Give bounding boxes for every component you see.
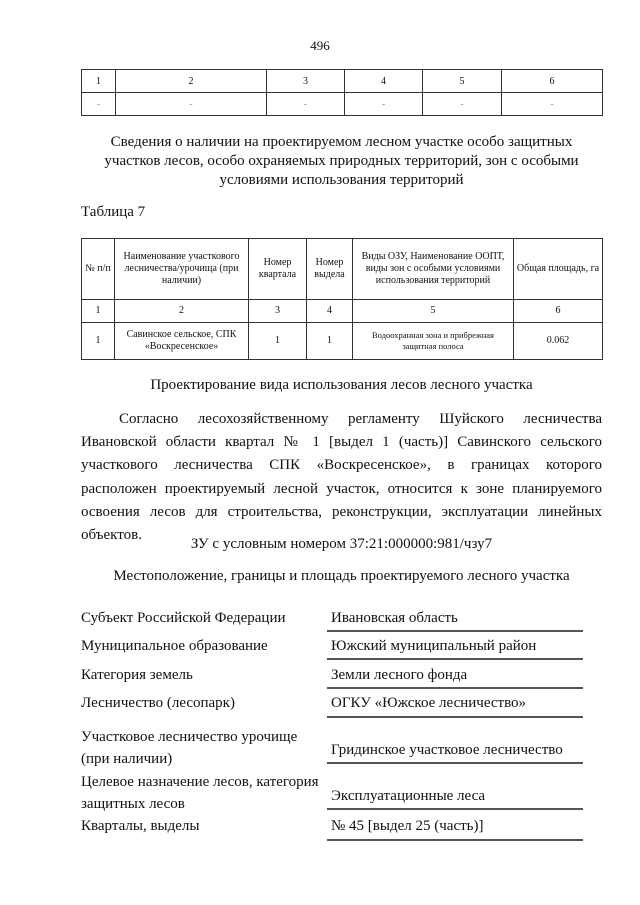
column-header: Наименование участкового лесничества/урочища (при наличии) (115, 239, 249, 300)
table-cell: - (82, 93, 116, 116)
table-cell: Водоохранная зона и прибрежная защитная полоса (353, 323, 514, 360)
field-label-municipality: Муниципальное образование (81, 638, 268, 654)
table-header-row (82, 239, 603, 300)
table-cell: - (345, 93, 423, 116)
column-number: 5 (423, 70, 502, 93)
table-header-row (82, 70, 603, 93)
page-number: 496 (310, 38, 330, 53)
field-value-federal-subject: Ивановская область (327, 607, 583, 632)
column-header: Виды ОЗУ, Наименование ООПТ, виды зон с особыми условиями использования территорий (353, 239, 514, 300)
forest-use-paragraph: Согласно лесохозяйственному регламенту Шуйского лесничества Ивановской области квартал № 1 [выдел 1 (часть)] Савинского сельского участкового лесничества СПК «Воскресенское», в границах которого расположен проектируемый лесной участок, относится к зоне планируемого освоения лесов для строительства, реконструкции, эксплуатации линейных объектов. (81, 411, 602, 544)
field-label-forestry: Лесничество (лесопарк) (81, 695, 235, 711)
column-header: Номер квартала (249, 239, 307, 300)
field-value-forestry: ОГКУ «Южское лесничество» (327, 692, 583, 718)
column-number: 2 (116, 70, 267, 93)
column-header: Номер выдела (307, 239, 353, 300)
table-cell: Савинское сельское, СПК «Воскресенское» (115, 323, 249, 360)
table-6-continuation (81, 69, 603, 116)
column-number: 6 (514, 300, 603, 323)
section-heading-plot-number: ЗУ с условным номером 37:21:000000:981/чзу7 (190, 536, 493, 552)
column-number: 4 (307, 300, 353, 323)
field-label-district-forestry: Участковое лесничество урочище (при наличии) (81, 729, 298, 767)
table-cell: 1 (249, 323, 307, 360)
table-cell: - (267, 93, 345, 116)
field-label-federal-subject: Субъект Российской Федерации (81, 610, 286, 626)
column-number: 3 (267, 70, 345, 93)
column-header: № п/п (82, 239, 115, 300)
section-heading-forest-use: Проектирование вида использования лесов лесного участка (150, 377, 533, 393)
table-cell: 1 (82, 323, 115, 360)
column-number: 1 (82, 300, 115, 323)
table-caption: Таблица 7 (81, 204, 146, 220)
column-number: 4 (345, 70, 423, 93)
field-value-district-forestry: Гридинское участковое лесничество (327, 739, 583, 764)
column-header: Общая площадь, га (514, 239, 603, 300)
table-cell: 0.062 (514, 323, 603, 360)
table-7 (81, 238, 603, 360)
table-cell: 1 (307, 323, 353, 360)
section-subheading-location: Местоположение, границы и площадь проектируемого лесного участка (113, 568, 570, 584)
column-number: 3 (249, 300, 307, 323)
table-row (82, 93, 603, 116)
table-cell: - (502, 93, 603, 116)
field-value-land-category: Земли лесного фонда (327, 664, 583, 689)
table-cell: - (116, 93, 267, 116)
column-number: 2 (115, 300, 249, 323)
column-number: 6 (502, 70, 603, 93)
field-label-land-category: Категория земель (81, 667, 193, 683)
field-label-quarters: Кварталы, выделы (81, 818, 200, 834)
column-number: 1 (82, 70, 116, 93)
section-heading-protected-areas: Сведения о наличии на проектируемом лесном участке особо защитных участков лесов, особо охраняемых природных территорий, зон с особыми условиями использования территорий (104, 134, 579, 188)
field-value-quarters: № 45 [выдел 25 (часть)] (327, 815, 583, 841)
column-number-row (82, 300, 603, 323)
column-number: 5 (353, 300, 514, 323)
field-value-municipality: Южский муниципальный район (327, 635, 583, 660)
field-label-forest-purpose: Целевое назначение лесов, категория защитных лесов (81, 774, 319, 812)
table-cell: - (423, 93, 502, 116)
table-row (82, 323, 603, 360)
field-value-forest-purpose: Эксплуатационные леса (327, 785, 583, 810)
